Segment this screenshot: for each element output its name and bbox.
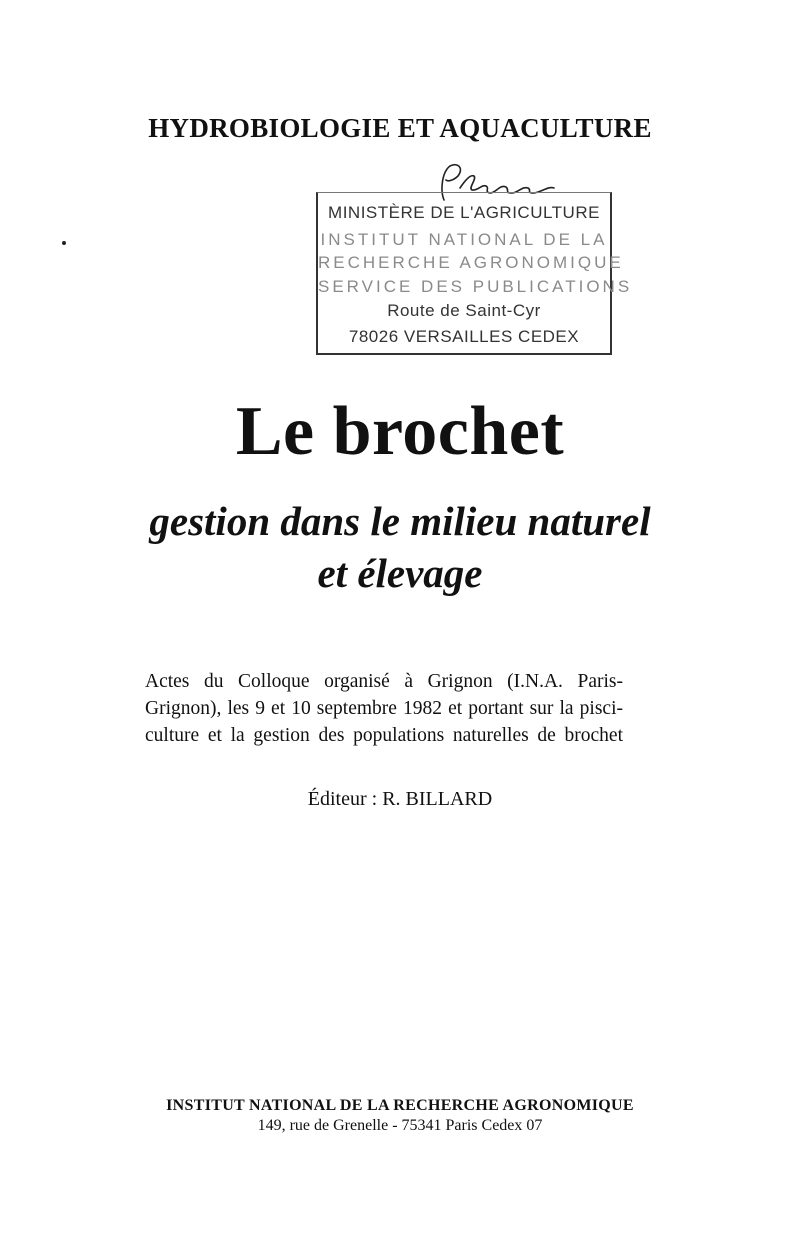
stamp-line: SERVICE DES PUBLICATIONS [318, 277, 633, 296]
editor-credit: Éditeur : R. BILLARD [307, 788, 493, 810]
subtitle-line-1: gestion dans le milieu naturel [149, 498, 651, 544]
stamp-line: 78026 VERSAILLES CEDEX [348, 327, 580, 346]
book-subtitle [0, 495, 800, 599]
description-line: culture et la gestion des populations naturelles de brochet [145, 725, 623, 746]
subtitle-line-2: et élevage [317, 550, 483, 596]
description-line: Grignon), les 9 et 10 septembre 1982 et portant sur la pisci- [145, 698, 623, 719]
book-title: Le brochet [235, 393, 565, 470]
stamp-line: INSTITUT NATIONAL DE LA [320, 230, 608, 249]
ink-dot [62, 241, 66, 245]
stamp-line: Route de Saint-Cyr [387, 301, 541, 320]
library-stamp [316, 192, 633, 355]
proceedings-description [145, 668, 623, 749]
description-line: Actes du Colloque organisé à Grignon (I.N.A. Paris- [145, 671, 623, 692]
series-title: HYDROBIOLOGIE ET AQUACULTURE [148, 113, 652, 143]
publisher-address: 149, rue de Grenelle - 75341 Paris Cedex 07 [257, 1117, 543, 1134]
publisher-name: INSTITUT NATIONAL DE LA RECHERCHE AGRONOMIQUE [166, 1097, 634, 1114]
stamp-line: RECHERCHE AGRONOMIQUE [318, 253, 624, 272]
stamp-line: MINISTÈRE DE L'AGRICULTURE [328, 203, 600, 222]
